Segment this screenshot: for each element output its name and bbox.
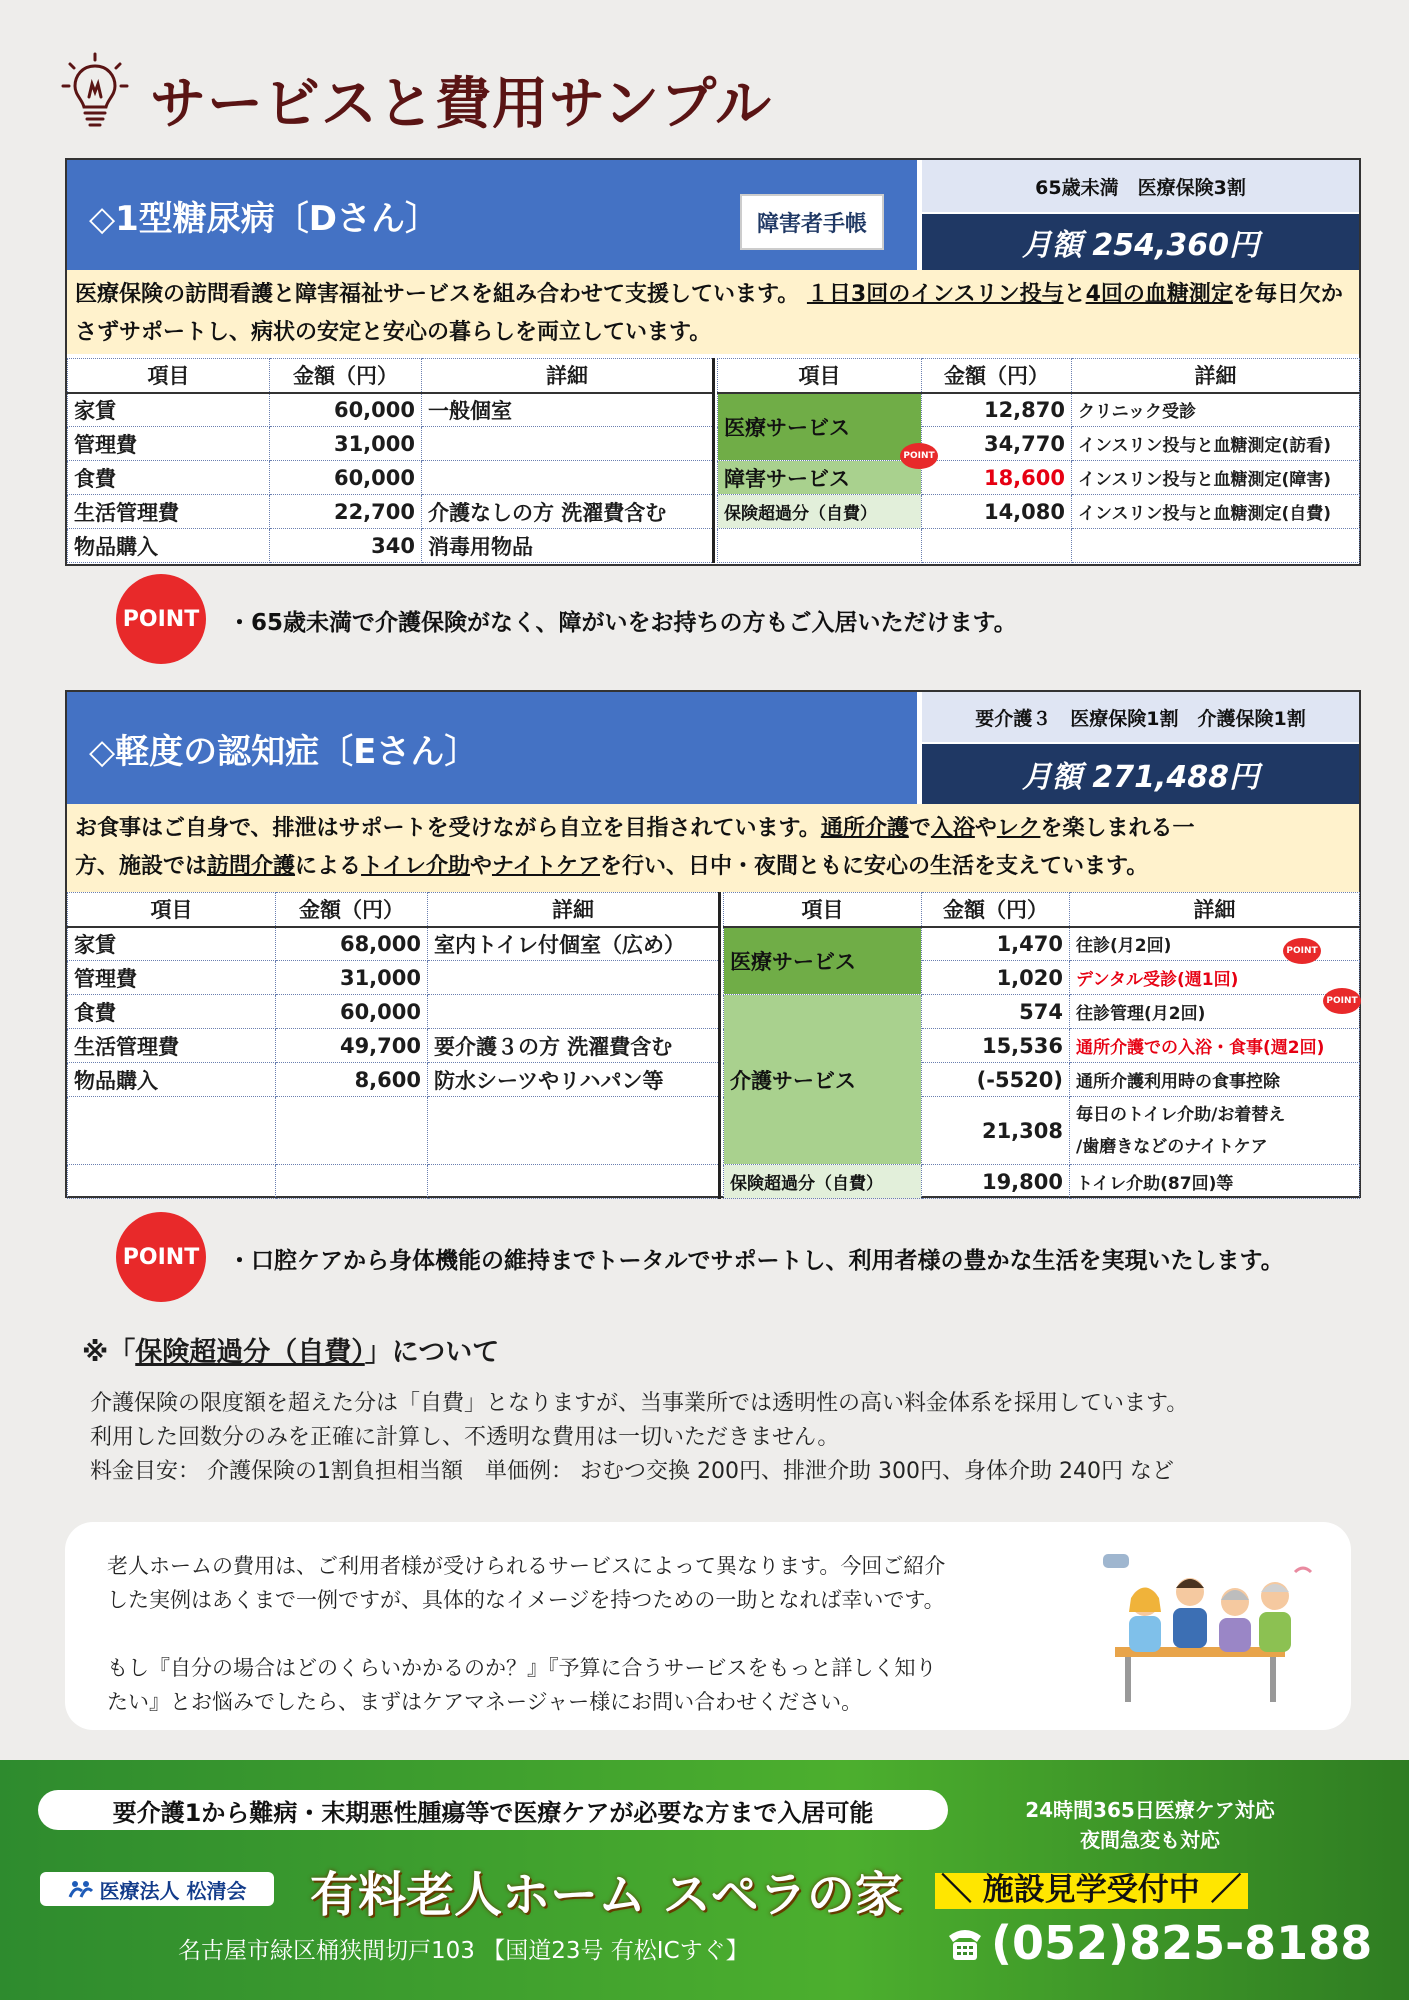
footer-banner	[0, 1760, 1409, 2000]
organization-badge: 医療法人 松清会	[40, 1872, 274, 1906]
table-header: 金額（円）	[270, 359, 422, 393]
table-header: 項目	[724, 893, 922, 927]
point-text-1: ・65歳未満で介護保険がなく、障がいをお持ちの方もご入居いただけます。	[228, 610, 1017, 636]
page-title: サービスと費用サンプル	[150, 72, 772, 137]
table-row	[68, 1165, 720, 1199]
excess-group: 保険超過分（自費）	[724, 1165, 922, 1199]
table-header: 詳細	[1072, 359, 1360, 393]
table-row: 食費 60,000	[68, 461, 714, 495]
care-24h-text: 24時間365日医療ケア対応	[1025, 1798, 1275, 1822]
note-line: 料金目安： 介護保険の1割負担相当額 単価例： おむつ交換 200円、排泄介助 300円、身体介助 240円 など	[90, 1459, 1174, 1484]
table-header: 項目	[68, 359, 270, 393]
table-header: 金額（円）	[276, 893, 428, 927]
table-row: 生活管理費 22,700 介護なしの方 洗濯費含む	[68, 495, 714, 529]
case-1-fixed-costs-table	[67, 358, 715, 563]
table-row: (-5520) 通所介護利用時の食事控除	[724, 1063, 1360, 1097]
excess-group: 保険超過分（自費）	[718, 495, 922, 529]
table-row: 食費 60,000	[68, 995, 720, 1029]
highlight-glucose: 4回の血糖測定	[1085, 282, 1233, 307]
table-row	[68, 1097, 720, 1165]
visit-tour-banner: ＼ 施設見学受付中 ／	[935, 1864, 1248, 1909]
care-service-group: 介護サービス	[724, 995, 922, 1165]
table-row: 管理費 31,000	[68, 961, 720, 995]
disability-card-badge: 障害者手帳	[740, 194, 884, 250]
org-logo-icon	[68, 1879, 94, 1899]
point-badge-1: POINT	[116, 574, 206, 664]
table-row: 保険超過分（自費） 14,080 インスリン投与と血糖測定(自費)	[718, 495, 1360, 529]
table-row: 生活管理費 49,700 要介護３の方 洗濯費含む	[68, 1029, 720, 1063]
address: 名古屋市緑区桶狭間切戸103 【国道23号 有松ICすぐ】	[178, 1938, 749, 1964]
point-marker: POINT	[900, 443, 938, 469]
table-row: 医療サービス 12,870 クリニック受診	[718, 393, 1360, 427]
table-row: 物品購入 340 消毒用物品	[68, 529, 714, 563]
case-1-services-table	[717, 358, 1360, 563]
card-line: もし『自分の場合はどのくらいかかるのか？』『予算に合うサービスをもっと詳しく知り	[107, 1656, 937, 1680]
table-row: 34,770 インスリン投与と血糖測定(訪看)	[718, 427, 1360, 461]
table-header: 詳細	[422, 359, 714, 393]
table-header: 項目	[68, 893, 276, 927]
table-row: 管理費 31,000	[68, 427, 714, 461]
table-row: 障害サービス 18,600 インスリン投与と血糖測定(障害)	[718, 461, 1360, 495]
point-badge-2: POINT	[116, 1212, 206, 1302]
night-care-text: 夜間急変も対応	[1080, 1828, 1220, 1852]
table-row: 家賃 60,000 一般個室	[68, 393, 714, 427]
case-2-fixed-costs-table	[67, 892, 721, 1199]
table-header: 金額（円）	[922, 893, 1070, 927]
case-2-description: お食事はご自身で、排泄はサポートを受けながら自立を目指されています。通所介護で入浴やレクを楽しまれる一 方、施設では訪問介護によるトイレ介助やナイトケアを行い、日中・夜間ともに安心の生活を支えています。	[67, 804, 1359, 892]
table-row: 物品購入 8,600 防水シーツやリハパン等	[68, 1063, 720, 1097]
table-row: 21,308 毎日のトイレ介助/お着替え /歯磨きなどのナイトケア	[724, 1097, 1360, 1165]
table-header: 詳細	[428, 893, 720, 927]
case-2-title: ◇軽度の認知症〔Eさん〕	[67, 692, 917, 804]
table-header: 項目	[718, 359, 922, 393]
table-row: 医療サービス 1,470 往診(月2回)	[724, 927, 1360, 961]
table-header: 金額（円）	[922, 359, 1072, 393]
table-row	[718, 529, 1360, 563]
message-card	[65, 1522, 1351, 1730]
phone-number[interactable]: (052)825-8188	[945, 1916, 1372, 1970]
table-row: 保険超過分（自費） 19,800 トイレ介助(87回)等	[724, 1165, 1360, 1199]
table-row: 介護サービス 574 往診管理(月2回)	[724, 995, 1360, 1029]
card-line: した実例はあくまで一例ですが、具体的なイメージを持つための一助となれば幸いです。	[107, 1588, 945, 1612]
admission-pill: 要介護1から難病・末期悪性腫瘍等で医療ケアが必要な方まで入居可能	[38, 1790, 948, 1830]
case-2-price: 月額 271,488円	[922, 744, 1359, 804]
case-1-title: ◇1型糖尿病〔Dさん〕	[67, 160, 917, 270]
card-line: たい』とお悩みでしたら、まずはケアマネージャー様にお問い合わせください。	[107, 1690, 863, 1714]
table-row: 15,536 通所介護での入浴・食事(週2回)	[724, 1029, 1360, 1063]
facility-name: 有料老人ホーム スペラの家	[310, 1867, 903, 1923]
note-line: 利用した回数分のみを正確に計算し、不透明な費用は一切いただきません。	[90, 1425, 840, 1450]
medical-service-group: 医療サービス	[718, 393, 922, 461]
point-marker: POINT	[1323, 988, 1361, 1014]
medical-service-group: 医療サービス	[724, 927, 922, 995]
card-line: 老人ホームの費用は、ご利用者様が受けられるサービスによって異なります。今回ご紹介	[107, 1554, 946, 1578]
case-1-panel	[65, 158, 1361, 566]
case-2-services-table	[723, 892, 1360, 1199]
phone-icon	[945, 1924, 985, 1962]
point-text-2: ・口腔ケアから身体機能の維持までトータルでサポートし、利用者様の豊かな生活を実現いたします。	[228, 1248, 1284, 1274]
point-marker: POINT	[1283, 938, 1321, 964]
note-line: 介護保険の限度額を超えた分は「自費」となりますが、当事業所では透明性の高い料金体系を採用しています。	[90, 1391, 1189, 1416]
lightbulb-icon	[55, 52, 135, 132]
case-1-meta: 65歳未満 医療保険3割	[922, 160, 1359, 212]
excess-note-heading: ※「保険超過分（自費）」について	[82, 1337, 500, 1368]
case-1-price: 月額 254,360円	[922, 214, 1359, 270]
highlight-insulin: １日3回のインスリン投与	[806, 282, 1064, 307]
case-2-meta: 要介護３ 医療保険1割 介護保険1割	[922, 692, 1359, 742]
disability-service-group: 障害サービス	[718, 461, 922, 495]
case-2-panel	[65, 690, 1361, 1198]
seniors-illustration	[1095, 1552, 1315, 1712]
table-header: 詳細	[1070, 893, 1360, 927]
table-row: 家賃 68,000 室内トイレ付個室（広め）	[68, 927, 720, 961]
case-1-description: 医療保険の訪問看護と障害福祉サービスを組み合わせて支援しています。 １日3回のインスリン投与と4回の血糖測定を毎日欠かさずサポートし、病状の安定と安心の暮らしを両立しています。	[67, 270, 1359, 354]
table-row: 1,020 デンタル受診(週1回)	[724, 961, 1360, 995]
